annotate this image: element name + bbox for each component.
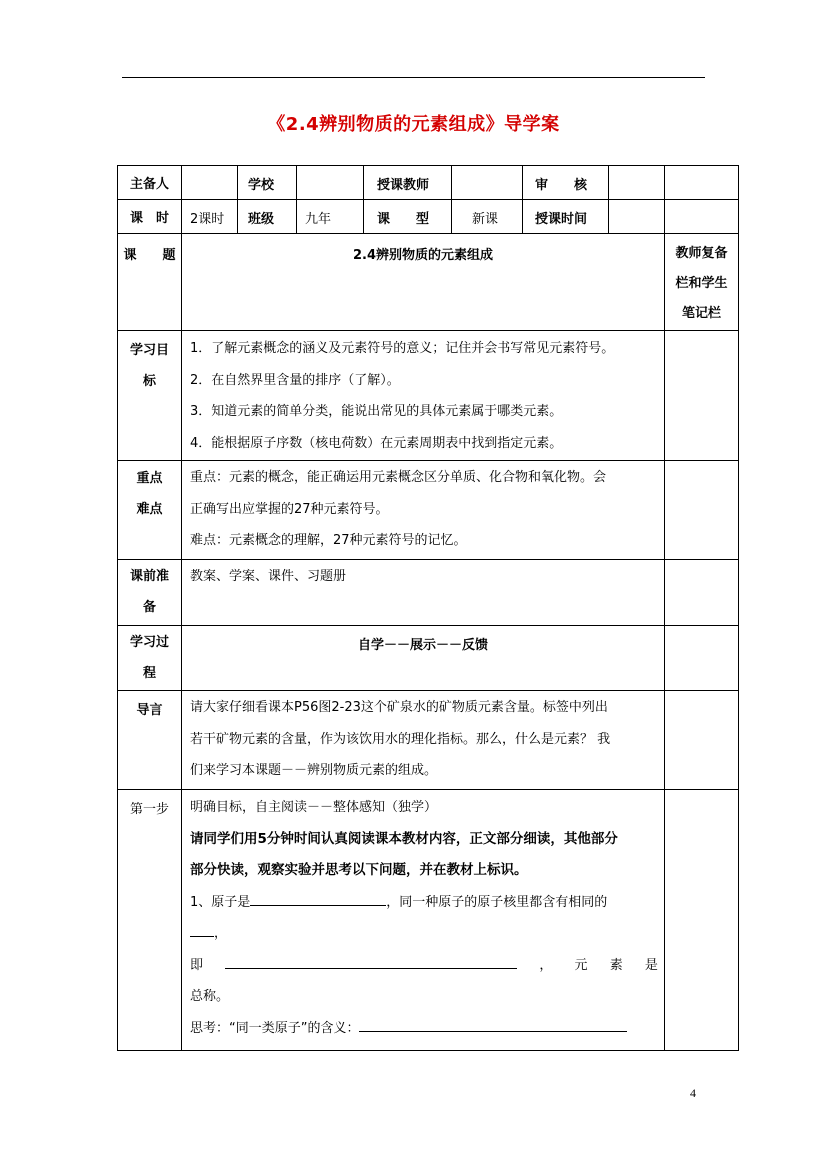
q1-tail: ， [214,926,228,941]
step1-content [181,789,665,1051]
preparation-label-line-2: 备 [142,600,156,615]
key-point-line: 难点：元素概念的理解，27种元素符号的记忆。 [190,533,467,548]
key-points-content [181,460,665,560]
blank-field[interactable] [225,954,517,969]
objective-item: 2．在自然界里含量的排序（了解）。 [190,372,400,388]
process-label-line-2: 程 [142,666,156,681]
key-points-label-line-2: 难点 [136,502,163,517]
objective-item: 4．能根据原子序数（核电荷数）在元素周期表中找到指定元素。 [190,435,563,451]
question-2-end: 总称。 [190,989,230,1004]
period-label: 课 时 [117,199,182,234]
q2-word1: 元 [574,957,588,973]
q2-word3: 是 [644,957,658,973]
q2-comma: ， [539,957,553,973]
q2-start: 即 [190,957,204,973]
period-value: 2课时 [181,199,238,234]
row2-notes-cell [664,199,739,234]
process-label-line-1: 学习过 [129,635,169,650]
preparer-label: 主备人 [117,165,182,200]
intro-line: 请大家仔细看课本P56图2-23这个矿泉水的矿物质元素含量。标签中列出 [190,700,608,715]
key-points-label-line-1: 重点 [136,471,163,486]
objectives-label-line-1: 学习目 [129,343,169,358]
preparation-value: 教案、学案、课件、习题册 [181,559,665,626]
think-question [190,1013,658,1045]
preparation-notes-cell [664,559,739,626]
teacher-label: 授课教师 [363,165,452,200]
objectives-label [117,330,182,461]
blank-field[interactable] [190,922,214,937]
type-value: 新课 [451,199,523,234]
preparer-value-cell [181,165,238,200]
process-value: 自学－－展示－－反馈 [181,625,665,691]
question-2 [190,950,658,982]
review-value-cell [608,165,665,200]
q2-word2: 素 [609,957,623,973]
key-points-notes-cell [664,460,739,560]
objective-item: 1．了解元素概念的涵义及元素符号的意义；记住并会书写常见元素符号。 [190,341,615,356]
process-label [117,625,182,691]
class-value: 九年 [296,199,364,234]
step1-instruction-line-2: 部分快读，观察实验并思考以下问题，并在教材上标识。 [190,862,528,878]
notes-header-line-2: 栏和学生 [675,276,728,291]
step1-goal-line: 明确目标，自主阅读－－整体感知（独学） [190,800,438,815]
intro-label: 导言 [117,690,182,790]
process-notes-cell [664,625,739,691]
think-label: 思考：“同一类原子”的含义： [190,1020,360,1036]
intro-line: 若干矿物元素的含量，作为该饮用水的理化指标。那么，什么是元素？ 我 [190,731,611,747]
intro-content [181,690,665,790]
teacher-value-cell [451,165,523,200]
notes-header-line-1: 教师复备 [675,246,728,261]
type-label: 课 型 [363,199,452,234]
page-number: 4 [690,1086,696,1100]
time-label: 授课时间 [522,199,609,234]
key-point-line: 重点：元素的概念，能正确运用元素概念区分单质、化合物和氧化物。会 [190,470,607,485]
q1-mid: ，同一种原子的原子核里都含有相同的 [386,894,608,910]
topic-label: 课 题 [117,233,182,331]
step1-instruction-line-1: 请同学们用5分钟时间认真阅读课本教材内容，正文部分细读，其他部分 [190,830,618,847]
class-label: 班级 [237,199,297,234]
objective-item: 3．知道元素的简单分类，能说出常见的具体元素属于哪类元素。 [190,404,563,419]
review-label: 审 核 [522,165,609,200]
time-value-cell [608,199,665,234]
page-title: 《2.4辨别物质的元素组成》导学案 [267,114,560,135]
objectives-notes-cell [664,330,739,461]
question-1 [190,887,658,919]
question-1-cont [190,918,658,950]
preparation-label [117,559,182,626]
objectives-content [181,330,665,461]
objectives-label-line-2: 标 [142,374,156,389]
key-points-label [117,460,182,560]
row1-notes-cell [664,165,739,200]
preparation-label-line-1: 课前准 [129,569,169,584]
step1-notes-cell [664,789,739,1051]
key-point-line: 正确写出应掌握的27种元素符号。 [190,501,389,517]
intro-notes-cell [664,690,739,790]
blank-field[interactable] [359,1017,627,1032]
intro-line: 们来学习本课题－－辨别物质元素的组成。 [190,763,438,778]
step1-label: 第一步 [117,789,182,1051]
header-rule [122,77,705,78]
notes-header-line-3: 笔记栏 [681,306,721,321]
notes-column-header [664,233,739,331]
blank-field[interactable] [250,891,386,906]
school-label: 学校 [237,165,297,200]
q1-start: 1、原子是 [190,894,251,910]
school-value-cell [296,165,364,200]
topic-value: 2.4辨别物质的元素组成 [181,233,665,331]
